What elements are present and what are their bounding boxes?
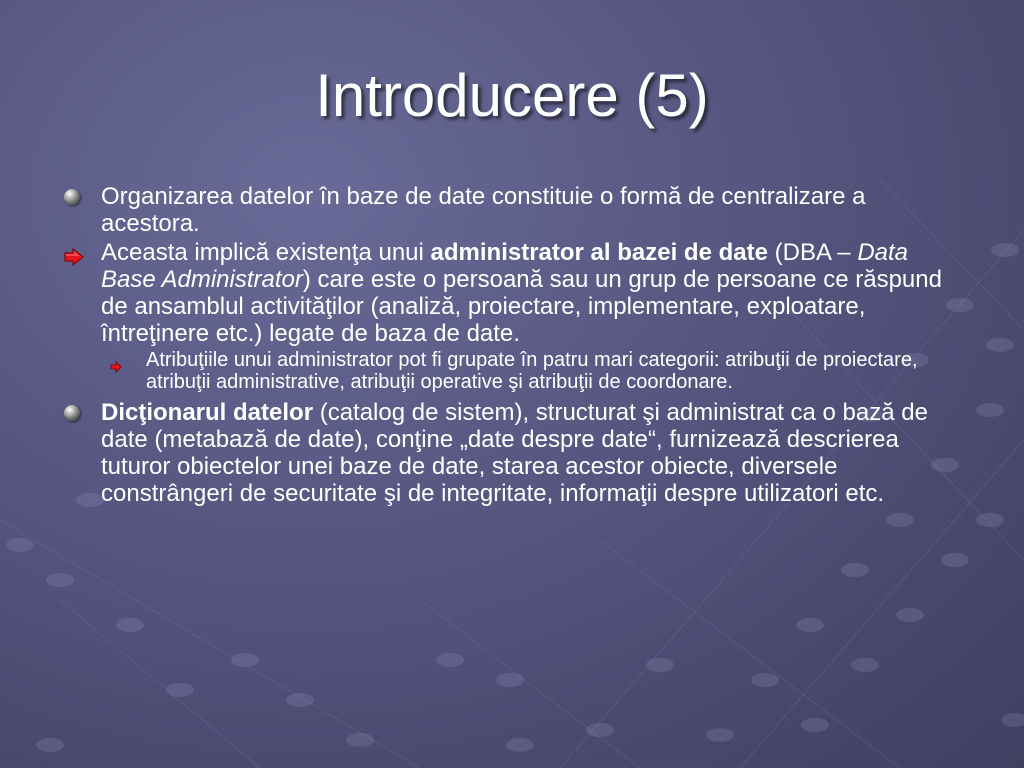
item-text: (DBA – bbox=[767, 239, 858, 266]
bullet-item-dictionarul bbox=[60, 399, 960, 507]
sphere-bullet-icon bbox=[64, 405, 82, 423]
sphere-bullet-icon bbox=[64, 189, 82, 207]
item-text: Aceasta implică existenţa unui bbox=[101, 239, 431, 266]
bullet-item-organizarea bbox=[60, 183, 960, 237]
slide-content bbox=[60, 183, 960, 509]
item-bold-term: administrator al bazei de date bbox=[430, 239, 768, 266]
item-text: Organizarea datelor în baze de date constituie o formă de centralizare a acestora. bbox=[101, 183, 866, 237]
item-text: (catalog de sistem), structurat şi administrat ca o bază de date (metabază de date), conţine „date despre date“, furnizează descrierea tuturor obiectelor unei baze de date, starea acestor obiecte, diversele constrângeri de securitate şi de integritate, informaţii despre utilizatori etc. bbox=[101, 399, 928, 507]
item-text: ) care este o persoană sau un grup de persoane ce răspund de ansamblul activităţilor (analiză, proiectare, implementare, exploatare, întreţinere etc.) legate de baza de date. bbox=[101, 266, 942, 347]
red-arrow-bullet-icon bbox=[64, 245, 82, 263]
item-italic-term: Data Base Administrator bbox=[101, 239, 909, 293]
item-bold-term: Dicţionarul datelor bbox=[101, 399, 314, 426]
small-red-arrow-bullet-icon bbox=[110, 356, 122, 368]
bullet-item-administrator bbox=[60, 239, 960, 347]
sub-item-text: Atribuţiile unui administrator pot fi grupate în patru mari categorii: atribuţii de proiectare, atribuţii administrative, atribuţii operative şi atribuţii de coordonare. bbox=[146, 349, 918, 393]
slide-title: Introducere (5) bbox=[315, 62, 709, 129]
sub-bullet-item-atributii bbox=[60, 349, 960, 393]
